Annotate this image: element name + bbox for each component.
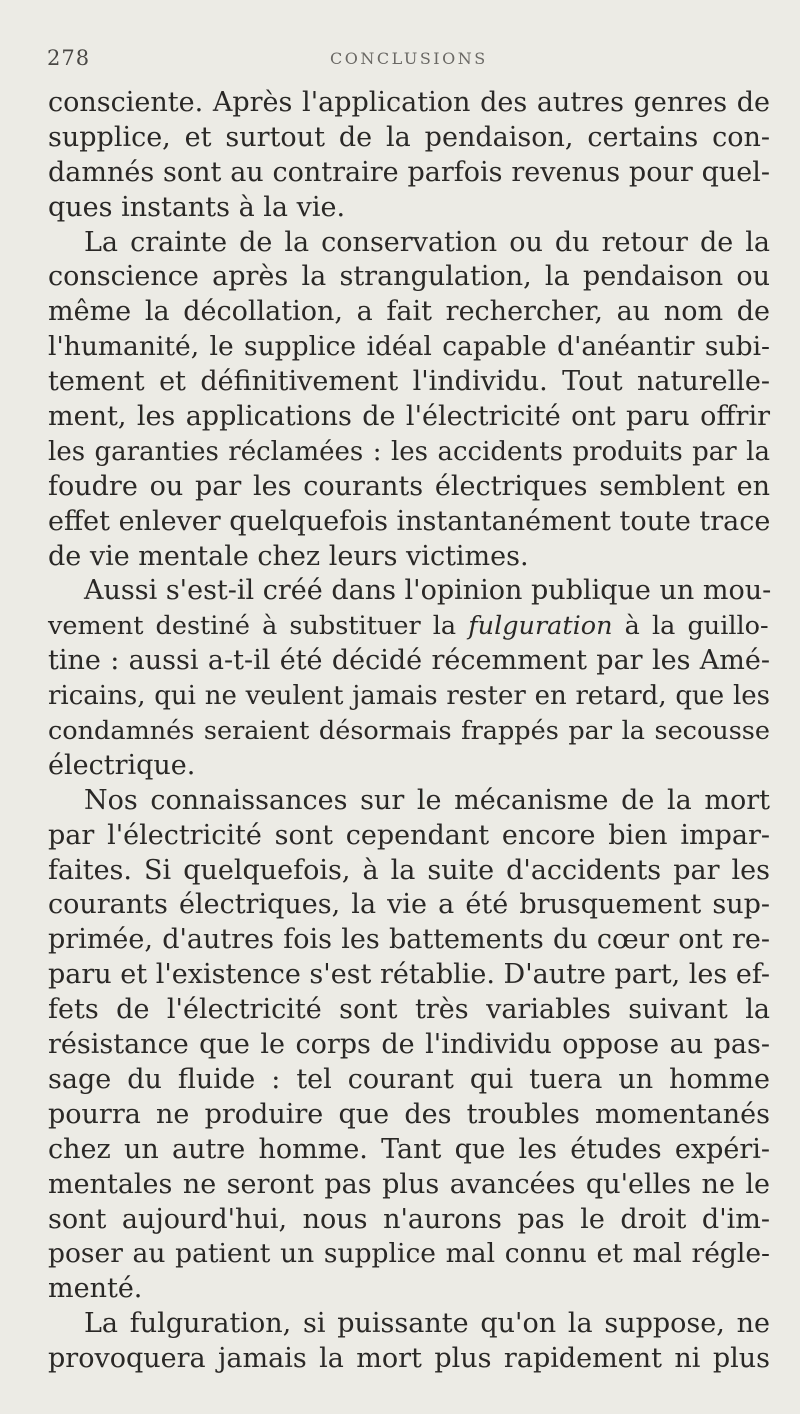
text-line: chez un autre homme. Tant que les études expéri- <box>48 1133 770 1165</box>
text-line: menté. <box>48 1273 143 1305</box>
text-line: même la décollation, a fait rechercher, au nom de <box>48 296 770 328</box>
running-head: CONCLUSIONS <box>330 49 488 68</box>
text-line: courants électriques, la vie a été brusquement sup- <box>48 889 770 921</box>
text-line: pourra ne produire que des troubles momentanés <box>48 1098 770 1130</box>
text-line: l'humanité, le supplice idéal capable d'anéantir subi- <box>48 331 770 363</box>
text-line: par l'électricité sont cependant encore bien impar- <box>48 819 770 851</box>
text-segment: vement destiné à substituer la <box>48 611 469 642</box>
text-line: faites. Si quelquefois, à la suite d'accidents par les <box>48 854 770 886</box>
text-line: damnés sont au contraire parfois revenus pour quel- <box>48 156 770 188</box>
text-line: sont aujourd'hui, nous n'aurons pas le droit d'im- <box>48 1203 770 1235</box>
text-line: les garanties réclamées : les accidents produits par la <box>48 436 770 467</box>
text-line: provoquera jamais la mort plus rapidement ni plus <box>48 1343 770 1375</box>
text-line: La crainte de la conservation ou du retour de la <box>84 226 770 258</box>
text-line: condamnés seraient désormais frappés par la secousse <box>48 716 770 747</box>
text-line: tement et définitivement l'individu. Tout naturelle- <box>48 366 770 398</box>
text-line: conscience après la strangulation, la pendaison ou <box>48 261 770 293</box>
text-line: tine : aussi a-t-il été décidé récemment par les Amé- <box>48 645 770 677</box>
text-line: ques instants à la vie. <box>48 191 346 223</box>
text-line: foudre ou par les courants électriques semblent en <box>48 470 770 502</box>
text-line: sage du fluide : tel courant qui tuera un homme <box>48 1063 770 1095</box>
text-line: fets de l'électricité sont très variables suivant la <box>48 994 770 1026</box>
text-line: effet enlever quelquefois instantanément toute trace <box>48 505 771 537</box>
page-number: 278 <box>47 46 91 70</box>
emphasis-fulguration: fulguration <box>468 611 613 642</box>
body-text <box>48 86 770 1377</box>
text-line: ment, les applications de l'électricité ont paru offrir <box>48 401 770 433</box>
text-line: poser au patient un supplice mal connu et mal régle- <box>48 1238 770 1270</box>
text-line: paru et l'existence s'est rétablie. D'autre part, les ef- <box>48 959 770 991</box>
text-line: consciente. Après l'application des autres genres de <box>48 87 770 118</box>
text-line: Aussi s'est-il créé dans l'opinion publique un mou- <box>84 575 772 607</box>
text-line: La fulguration, si puissante qu'on la suppose, ne <box>84 1308 770 1340</box>
page-header <box>0 46 800 76</box>
text-line: électrique. <box>48 749 196 781</box>
text-line: supplice, et surtout de la pendaison, certains con- <box>48 121 770 153</box>
text-line: mentales ne seront pas plus avancées qu'elles ne le <box>48 1168 770 1200</box>
text-line: de vie mentale chez leurs victimes. <box>48 540 529 572</box>
text-line <box>48 609 770 644</box>
text-line: résistance que le corps de l'individu oppose au pas- <box>48 1029 770 1061</box>
text-line: Nos connaissances sur le mécanisme de la mort <box>84 784 770 816</box>
text-line: ricains, qui ne veulent jamais rester en retard, que les <box>48 681 770 712</box>
text-line: primée, d'autres fois les battements du cœur ont re- <box>48 924 770 956</box>
text-segment: à la guillo- <box>612 611 769 642</box>
